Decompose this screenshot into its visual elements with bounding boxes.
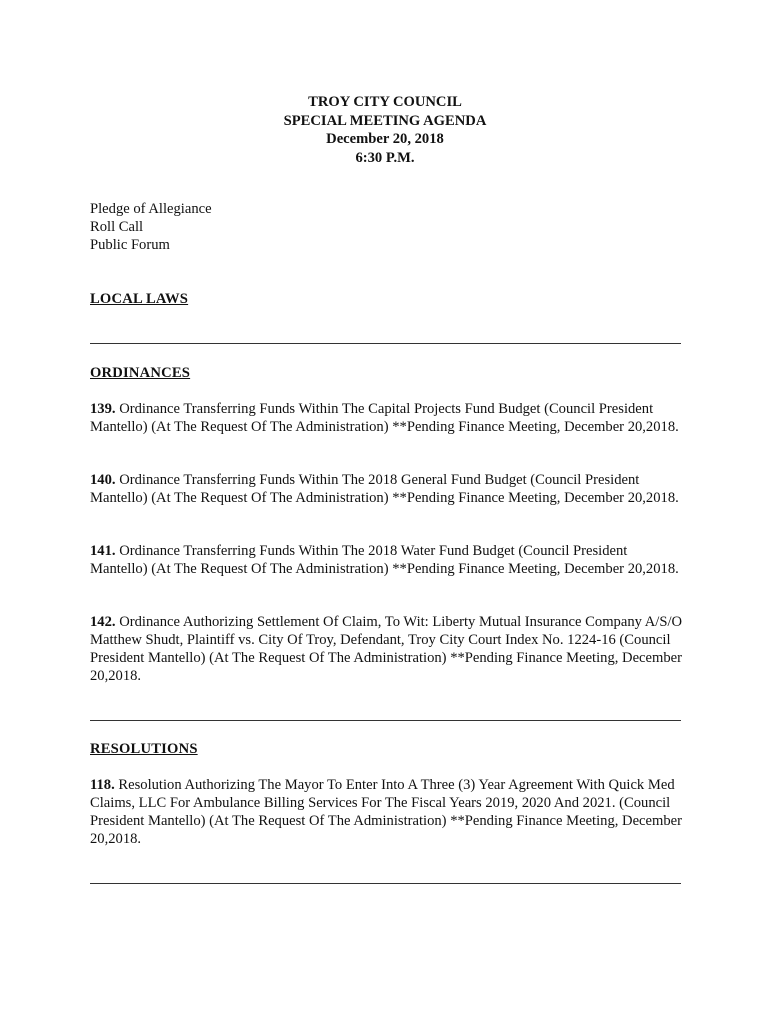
ordinance-item-140 — [90, 471, 685, 507]
meeting-date: December 20, 2018 — [326, 131, 444, 147]
item-text: Ordinance Transferring Funds Within The 2018 Water Fund Budget (Council President Mantello) (At The Request Of The Administration) **Pending Finance Meeting, December 20,2018. — [90, 543, 679, 577]
meeting-type: SPECIAL MEETING AGENDA — [283, 112, 487, 129]
ordinance-item-142 — [90, 613, 685, 685]
opening-items — [90, 200, 212, 254]
section-divider — [90, 343, 681, 344]
section-divider — [90, 883, 681, 884]
item-number: 118. — [90, 777, 115, 793]
agenda-header — [0, 93, 770, 167]
resolutions-heading: RESOLUTIONS — [90, 741, 198, 757]
item-text: Resolution Authorizing The Mayor To Enter Into A Three (3) Year Agreement With Quick Med Claims, LLC For Ambulance Billing Services For The Fiscal Years 2019, 2020 And 2021. (Council President Mantello) (At The Request Of The Administration) **Pending Finance Meeting, December 20,2018. — [90, 777, 683, 847]
meeting-time: 6:30 P.M. — [355, 149, 415, 166]
ordinance-item-141 — [90, 542, 685, 578]
section-divider — [90, 720, 681, 721]
ordinances-heading: ORDINANCES — [90, 365, 191, 381]
item-number: 142. — [90, 614, 116, 630]
item-text: Ordinance Transferring Funds Within The Capital Projects Fund Budget (Council President Mantello) (At The Request Of The Administration) **Pending Finance Meeting, December 20,2018. — [90, 401, 679, 435]
ordinance-item-139 — [90, 400, 685, 436]
item-number: 139. — [90, 401, 116, 417]
item-text: Ordinance Authorizing Settlement Of Claim, To Wit: Liberty Mutual Insurance Company A/S/O Matthew Shudt, Plaintiff vs. City Of Troy, Defendant, Troy City Court Index No. 1224-16 (Council President Mantello) (At The Request Of The Administration) **Pending Finance Meeting, December 20,2018. — [90, 614, 683, 684]
opening-item-pledge: Pledge of Allegiance — [90, 201, 212, 217]
item-number: 140. — [90, 472, 116, 488]
opening-item-roll-call: Roll Call — [90, 219, 144, 235]
council-name: TROY CITY COUNCIL — [308, 94, 462, 110]
resolution-item-118 — [90, 776, 685, 848]
local-laws-heading: LOCAL LAWS — [90, 291, 189, 307]
opening-item-public-forum: Public Forum — [90, 237, 170, 253]
item-number: 141. — [90, 543, 116, 559]
item-text: Ordinance Transferring Funds Within The 2018 General Fund Budget (Council President Mantello) (At The Request Of The Administration) **Pending Finance Meeting, December 20,2018. — [90, 472, 679, 506]
